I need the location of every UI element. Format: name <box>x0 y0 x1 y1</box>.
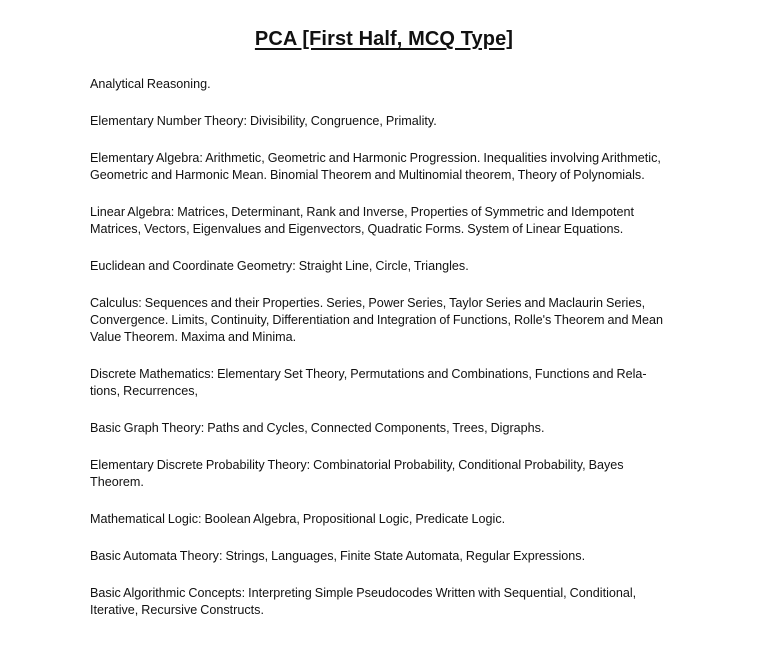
topic-number-theory: Elementary Number Theory: Divisibility, Congruence, Primality. <box>90 114 437 128</box>
topic-automata-theory: Basic Automata Theory: Strings, Languages, Finite State Automata, Regular Expressions. <box>90 549 586 563</box>
topic-algorithmic-concepts: Basic Algorithmic Concepts: Interpreting Simple Pseudocodes Written with Sequential, Conditional, Iterative, Recursive Constructs. <box>90 586 637 617</box>
topic-mathematical-logic: Mathematical Logic: Boolean Algebra, Propositional Logic, Predicate Logic. <box>90 512 506 526</box>
topic-graph-theory: Basic Graph Theory: Paths and Cycles, Connected Components, Trees, Digraphs. <box>90 421 545 435</box>
topic-linear-algebra: Linear Algebra: Matrices, Determinant, Rank and Inverse, Properties of Symmetric and Idempotent Matrices, Vectors, Eigenvalues and Eigenvectors, Quadratic Forms. System of Linear Equations. <box>90 205 634 236</box>
topic-elementary-algebra: Elementary Algebra: Arithmetic, Geometric and Harmonic Progression. Inequalities involving Arithmetic, Geometric and Harmonic Mean. Binomial Theorem and Multinomial theorem, Theory of Polynomials. <box>90 151 661 182</box>
syllabus-topic-list <box>90 76 668 639</box>
topic-calculus: Calculus: Sequences and their Properties. Series, Power Series, Taylor Series and Maclaurin Series, Convergence. Limits, Continuity, Differentiation and Integration of Functions, Rolle's Theorem and Mean Value Theorem. Maxima and Minima. <box>90 296 664 344</box>
topic-discrete-mathematics: Discrete Mathematics: Elementary Set Theory, Permutations and Combinations, Functions and Relations, Recurrences, <box>90 367 647 398</box>
page-title: PCA [First Half, MCQ Type] <box>254 28 514 50</box>
topic-analytical-reasoning: Analytical Reasoning. <box>90 77 211 91</box>
topic-probability: Elementary Discrete Probability Theory: Combinatorial Probability, Conditional Probability, Bayes Theorem. <box>90 458 624 489</box>
topic-geometry: Euclidean and Coordinate Geometry: Straight Line, Circle, Triangles. <box>90 259 469 273</box>
